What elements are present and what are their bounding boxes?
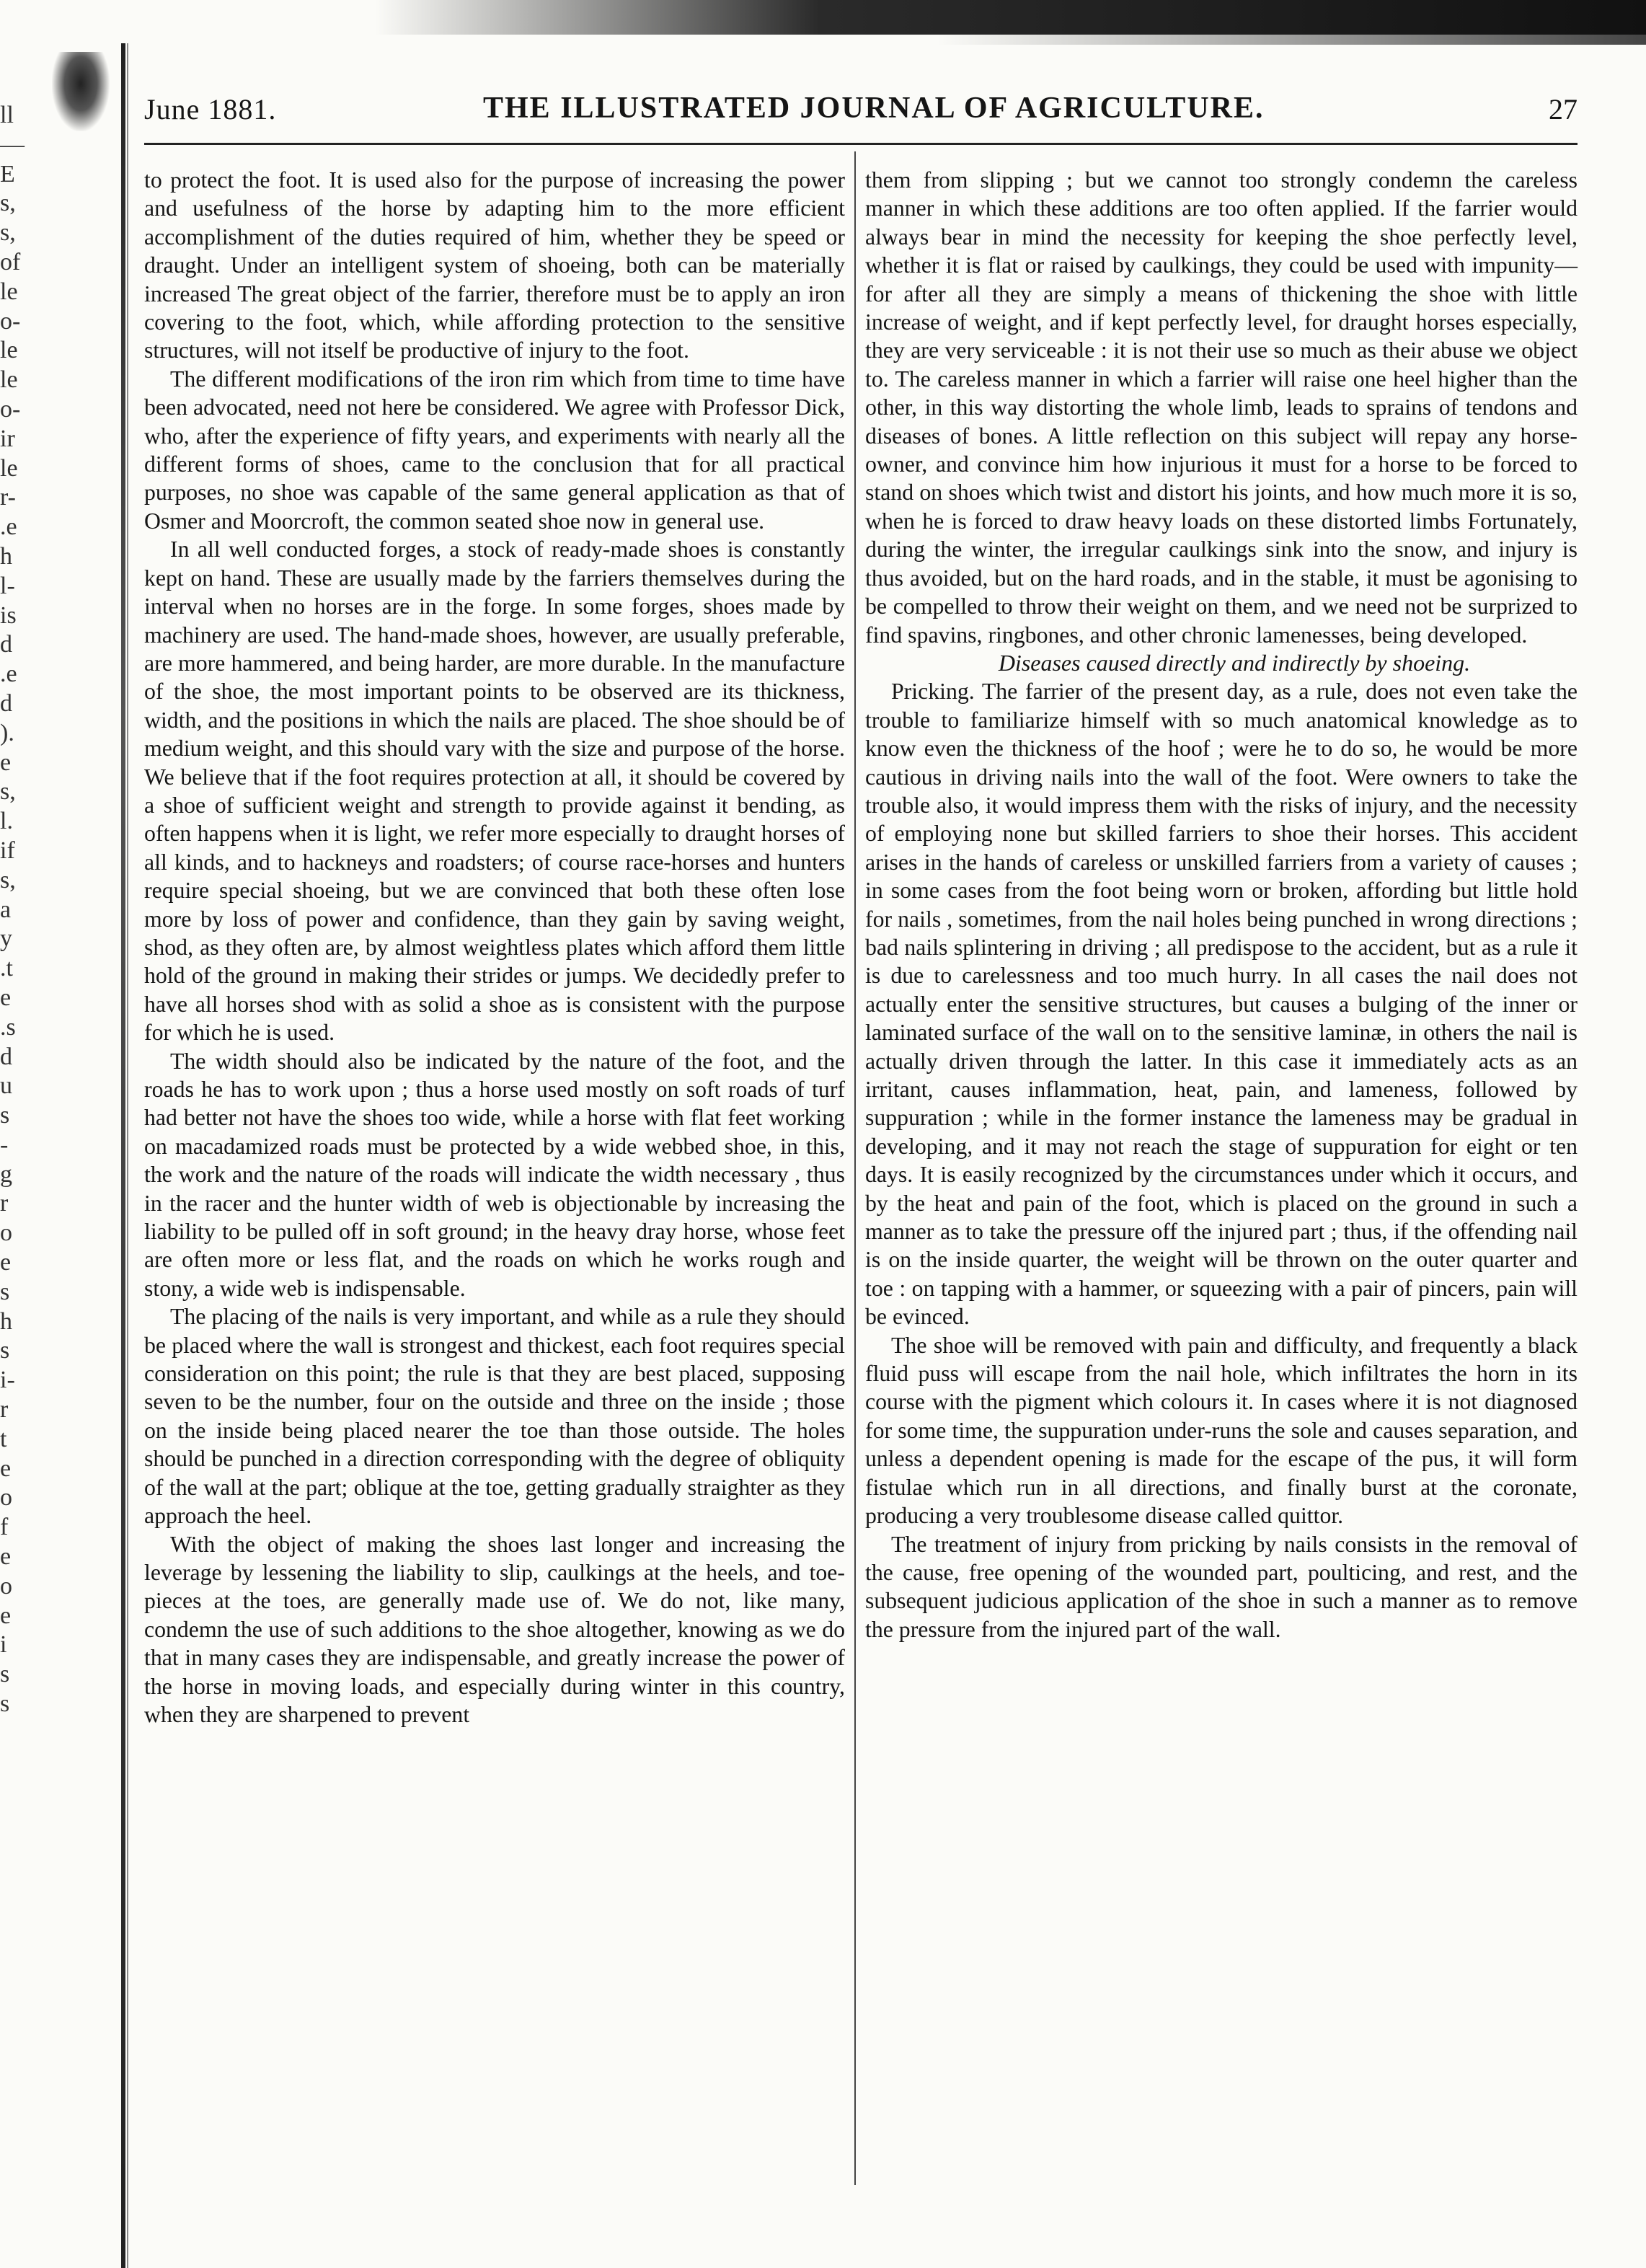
- margin-fragment: i: [0, 1631, 7, 1659]
- issue-date: June 1881.: [144, 93, 277, 125]
- margin-fragment: e: [0, 1249, 12, 1276]
- paragraph: The width should also be indicated by the nature of the foot, and the roads he has to work upon ; thus a horse used mostly on soft roads of turf had better not have the shoes too wide, while a horse with flat feet working on macadamized roads must be protected by a wide webbed shoe, in this, the work and the nature of the roads will indicate the width necessary , thus in the racer and the hunter width of web is objectionable by increasing the liability to be pulled off in soft ground; in the heavy dray horse, whose feet are often more or less flat, and the roads on which he works rough and stony, a wide web is indispensable.: [144, 1048, 845, 1301]
- margin-fragment: s,: [0, 866, 16, 893]
- margin-fragment: l.: [0, 808, 13, 835]
- margin-fragment: E: [0, 160, 15, 187]
- margin-fragment: s: [0, 1278, 10, 1305]
- margin-fragment: i-: [0, 1367, 15, 1394]
- paragraph: to protect the foot. It is used also for the purpose of increasing the power and usefulness of the horse by adapting him to the more efficient accomplishment of the duties required of him, whether they be speed or draught. Under an intelligent system of shoeing, both can be materially increased The great object of the farrier, therefore must be to apply an iron covering to the foot, which, while affording protection to the sensitive structures, will not itself be productive of injury to the foot.: [144, 167, 845, 363]
- margin-fragment: r: [0, 1190, 9, 1217]
- margin-fragment: .t: [0, 955, 13, 982]
- margin-fragment: s,: [0, 219, 16, 247]
- margin-fragment: g: [0, 1160, 12, 1188]
- scan-edge-artifact: [937, 35, 1646, 45]
- margin-fragment: —: [0, 131, 25, 158]
- header-rule: [144, 143, 1578, 145]
- page-binding-edge: [127, 43, 128, 2268]
- margin-fragment: s: [0, 1661, 10, 1688]
- margin-fragment: r: [0, 1396, 9, 1424]
- scan-edge-artifact: [375, 0, 1646, 35]
- margin-fragment: -: [0, 1131, 9, 1158]
- margin-fragment: s: [0, 1102, 10, 1129]
- margin-fragment: h: [0, 542, 12, 570]
- margin-fragment: o: [0, 1484, 12, 1512]
- margin-fragment: le: [0, 366, 18, 394]
- left-column: [144, 166, 845, 1729]
- paragraph: The shoe will be removed with pain and difficulty, and frequently a black fluid puss will escape from the nail hole, which infiltrates the horn in its course with the pigment which colours it. In cases where it is not diagnosed for some time, the suppuration under-runs the sole and causes separation, and unless a dependent opening is made for the escape of the pus, it will form fistulae which run in all directions, and finally burst at the coronate, producing a very troublesome disease called quittor.: [865, 1332, 1578, 1529]
- margin-fragment: d: [0, 631, 12, 658]
- margin-fragment: u: [0, 1072, 12, 1100]
- page-binding: [121, 43, 125, 2268]
- margin-fragment: is: [0, 601, 17, 629]
- margin-fragment: e: [0, 984, 12, 1011]
- margin-fragment: s,: [0, 778, 16, 806]
- margin-fragment: e: [0, 1602, 12, 1629]
- paragraph: them from slipping ; but we cannot too strongly condemn the careless manner in which these additions are too often applied. If the farrier would always bear in mind the necessity for keeping the shoe perfectly level, whether it is flat or raised by caulkings, they could be used with impunity—for after all they are simply a means of thickening the shoe with little increase of weight, and if kept perfectly level, for draught horses especially, they are very serviceable : it is not their use so much as their abuse we object to. The careless manner in which a farrier will raise one heel higher than the other, in this way distorting the whole limb, leads to sprains of tendons and diseases of bones. A little reflection on this subject will repay any horse-owner, and convince him how injurious it must for a horse to be forced to stand on shoes which twist and distort his joints, and how much more it is so, when he is forced to draw heavy loads on these distorted limbs Fortunately, during the winter, the irregular caulkings sink into the snow, and injury is thus avoided, but on the hard roads, and in the stable, it must be agonising to be compelled to throw their weight on them, and we need not be surprized to find spavins, ringbones, and other chronic lamenesses, being developed.: [865, 167, 1578, 648]
- margin-fragment: .e: [0, 661, 17, 688]
- paragraph: The placing of the nails is very important, and while as a rule they should be placed where the wall is strongest and thickest, each foot requires special consideration on this point; the rule is that they are best placed, supposing seven to be the number, four on the outside and three on the inside ; those on the inside being placed nearer the toe than those outside. The holes should be punched in a direction corresponding with the degree of obliquity of the wall at the part; oblique at the toe, getting gradually straighter as they approach the heel.: [144, 1304, 845, 1529]
- paragraph: With the object of making the shoes last longer and increasing the leverage by lessening the liability to slip, caulkings at the heels, and toe-pieces at the toes, are generally made use of. We do not, like many, condemn the use of such additions to the shoe altogether, knowing as we do that in many cases they are indispensable, and greatly increase the power of the horse in moving loads, and especially during winter in this country, when they are sharpened to prevent: [144, 1531, 845, 1727]
- margin-fragment: .s: [0, 1013, 16, 1041]
- margin-fragment: a: [0, 896, 12, 923]
- margin-fragment: of: [0, 248, 21, 275]
- margin-fragment: o-: [0, 395, 21, 423]
- margin-fragment: ).: [0, 719, 14, 746]
- margin-fragment: le: [0, 337, 18, 364]
- column-divider: [854, 151, 856, 2185]
- margin-fragment: s,: [0, 190, 16, 217]
- adjacent-page-margin-fragments: [0, 101, 87, 1719]
- margin-fragment: h: [0, 1307, 12, 1335]
- paragraph: Pricking. The farrier of the present day, as a rule, does not even take the trouble to familiarize himself with so much anatomical knowledge as to know even the thickness of the hoof ; were he to do so, he would be more cautious in driving nails into the wall of the foot. Were owners to take the trouble also, it would impress them with the risks of injury, and the necessity of employing none but skilled farriers to shoe their horses. This accident arises in the hands of careless or unskilled farriers from a variety of causes ; in some cases from the foot being worn or broken, affording but little hold for nails , sometimes, from the nail holes being punched in wrong directions ; bad nails splintering in driving ; all predispose to the accident, but as a rule it is due to carelessness and too much hurry. In all cases the nail does not actually enter the sensitive structures, but causes a bulging of the inner or laminated surface of the wall on to the sensitive laminæ, in others the nail is actually driven through the latter. In this case it immediately acts as an irritant, causes inflammation, heat, pain, and lameness, followed by suppuration ; while in the former instance the lameness may be gradual in developing, and it may not reach the stage of suppuration for eight or ten days. It is easily recognized by the circumstances under which it occurs, and by the heat and pain of the foot, which is placed on the ground in such a manner as to take the pressure off the injured part ; thus, if the offending nail is on the inside quarter, the weight will be thrown on the outer quarter and toe : on tapping with a hammer, or squeezing with a pair of pincers, pain will be evinced.: [865, 679, 1578, 1330]
- margin-fragment: o: [0, 1219, 12, 1247]
- margin-fragment: e: [0, 1455, 12, 1482]
- right-column: [865, 166, 1578, 1643]
- margin-fragment: .e: [0, 513, 17, 541]
- margin-fragment: le: [0, 454, 18, 482]
- margin-fragment: d: [0, 689, 12, 717]
- page-number: 27: [1549, 93, 1578, 125]
- paragraph: The different modifications of the iron rim which from time to time have been advocated, need not here be considered. We agree with Professor Dick, who, after the experience of fifty years, and experiments with nearly all the different forms of shoes, came to the conclusion that for all practical purposes, no shoe was capable of the same general application as that of Osmer and Moorcroft, the common seated shoe now in general use.: [144, 366, 845, 534]
- paragraph: In all well conducted forges, a stock of ready-made shoes is constantly kept on hand. These are usually made by the farriers themselves during the interval when no horses are in the forge. In some forges, shoes made by machinery are used. The hand-made shoes, however, are usually preferable, are more hammered, and being harder, are more durable. In the manufacture of the shoe, the most important points to be observed are its thickness, width, and the positions in which the nails are placed. The shoe should be of medium weight, and this should vary with the size and purpose of the horse. We believe that if the foot requires protection at all, it should be covered by a shoe of sufficient weight and strength to provide against it bending, as often happens when it is light, we refer more especially to draught horses of all kinds, and to hackneys and roadsters; of course race-horses and hunters require special shoeing, but we are convinced that both these often lose more by loss of power and confidence, than they gain by saving weight, shod, as they often are, by almost weightless plates which afford them little hold of the ground in making their strides or jumps. We decidedly prefer to have all horses shod with as solid a shoe as is consistent with the purpose for which he is used.: [144, 537, 845, 1046]
- margin-fragment: le: [0, 278, 18, 305]
- margin-fragment: e: [0, 1543, 12, 1571]
- margin-fragment: r-: [0, 484, 16, 511]
- margin-fragment: o-: [0, 307, 21, 335]
- margin-fragment: s: [0, 1337, 10, 1364]
- margin-fragment: d: [0, 1043, 12, 1070]
- paragraph: The treatment of injury from pricking by nails consists in the removal of the cause, free opening of the wounded part, poulticing, and rest, and the subsequent judicious application of the shoe in such a manner as to remove the pressure from the injured part of the wall.: [865, 1531, 1578, 1642]
- margin-fragment: o: [0, 1572, 12, 1599]
- margin-fragment: e: [0, 749, 12, 776]
- margin-fragment: l-: [0, 572, 15, 599]
- margin-fragment: ll: [0, 102, 14, 128]
- margin-fragment: t: [0, 1425, 7, 1452]
- margin-fragment: ir: [0, 425, 15, 452]
- running-header: [144, 87, 1578, 137]
- margin-fragment: f: [0, 1514, 9, 1541]
- margin-fragment: y: [0, 925, 12, 953]
- section-heading: Diseases caused directly and indirectly by shoeing.: [998, 649, 1471, 676]
- margin-fragment: s: [0, 1690, 10, 1718]
- margin-fragment: if: [0, 837, 15, 864]
- journal-title: THE ILLUSTRATED JOURNAL OF AGRICULTURE.: [483, 92, 1265, 125]
